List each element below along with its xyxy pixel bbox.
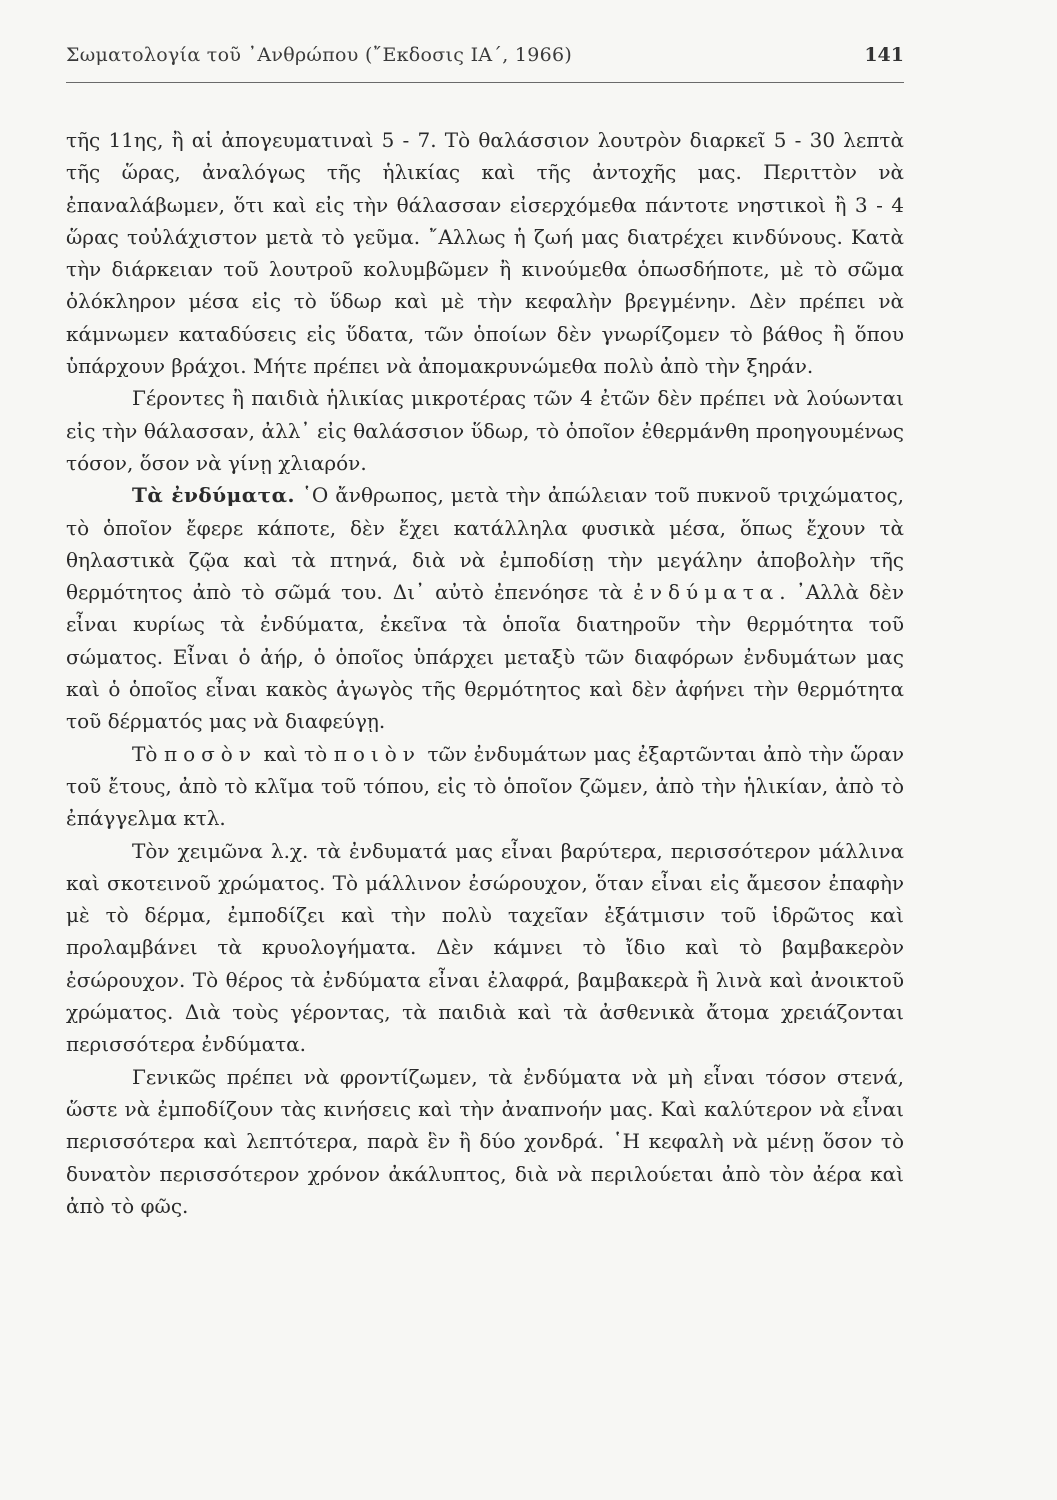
paragraph-4-text-b: καὶ τὸ [257, 741, 334, 766]
body-text [66, 124, 904, 1222]
running-head: Σωματολογία τοῦ ᾿Ανθρώπου (῎Εκδοσις ΙΑ΄, 1966) [66, 44, 573, 66]
paragraph-3 [66, 479, 904, 737]
page-number: 141 [864, 44, 904, 66]
paragraph-6: Γενικῶς πρέπει νὰ φροντίζωμεν, τὰ ἐνδύματα νὰ μὴ εἶναι τόσον στενά, ὥστε νὰ ἐμποδίζουν τὰς κινήσεις καὶ τὴν ἀναπνοήν μας. Καὶ καλύτερον νὰ εἶναι περισσότερα καὶ λεπτότερα, παρὰ ἓν ἢ δύο χονδρά. ῾Η κεφαλὴ νὰ μένῃ ὅσον τὸ δυνατὸν περισσότερον χρόνον ἀκάλυπτος, διὰ νὰ περιλούεται ἀπὸ τὸν ἀέρα καὶ ἀπὸ τὸ φῶς. [66, 1064, 904, 1218]
paragraph-3-text-b: . ᾿Αλλὰ δὲν εἶναι κυρίως τὰ ἐνδύματα, ἐκεῖνα τὰ ὁποῖα διατηροῦν τὴν θερμότητα τοῦ σώματος. Εἶναι ὁ ἀήρ, ὁ ὁποῖος ὑπάρχει μεταξὺ τῶν διαφόρων ἐνδυμάτων μας καὶ ὁ ὁποῖος εἶναι κακὸς ἀγωγὸς τῆς θερμότητος καὶ δὲν ἀφήνει τὴν θερμότητα τοῦ δέρματός μας νὰ διαφεύγῃ. [66, 580, 904, 734]
paragraph-4-text-c: τῶν ἐνδυμάτων μας ἐξαρτῶνται ἀπὸ τὴν ὥραν τοῦ ἔτους, ἀπὸ τὸ κλῖμα τοῦ τόπου, εἰς τὸ ὁποῖον ζῶμεν, ἀπὸ τὴν ἡλικίαν, ἀπὸ τὸ ἐπάγγελμα κτλ. [66, 741, 904, 831]
paragraph-2: Γέροντες ἢ παιδιὰ ἡλικίας μικροτέρας τῶν 4 ἐτῶν δὲν πρέπει νὰ λούωνται εἰς τὴν θάλασσαν, ἀλλ᾿ εἰς θαλάσσιον ὕδωρ, τὸ ὁποῖον ἐθερμάνθη προηγουμένως τόσον, ὅσον νὰ γίνῃ χλιαρόν. [66, 386, 904, 475]
section-title-clothing: Τὰ ἐνδύματα. [132, 483, 295, 508]
paragraph-5: Τὸν χειμῶνα λ.χ. τὰ ἐνδυματά μας εἶναι βαρύτερα, περισσότερον μάλλινα καὶ σκοτεινοῦ χρώματος. Τὸ μάλλινον ἐσώρουχον, ὅταν εἶναι εἰς ἄμεσον ἐπαφὴν μὲ τὸ δέρμα, ἐμποδίζει καὶ τὴν πολὺ ταχεῖαν ἐξάτμισιν τοῦ ἱδρῶτος καὶ προλαμβάνει τὰ κρυολογήματα. Δὲν κάμνει τὸ ἴδιο καὶ τὸ βαμβακερὸν ἐσώρουχον. Τὸ θέρος τὰ ἐνδύματα εἶναι ἐλαφρά, βαμβακερὰ ἢ λινὰ καὶ ἀνοικτοῦ χρώματος. Διὰ τοὺς γέροντας, τὰ παιδιὰ καὶ τὰ ἀσθενικὰ ἄτομα χρειάζονται περισσότερα ἐνδύματα. [66, 838, 904, 1057]
paragraph-1: τῆς 11ης, ἢ αἱ ἀπογευματιναὶ 5 - 7. Τὸ θαλάσσιον λουτρὸν διαρκεῖ 5 - 30 λεπτὰ τῆς ὥρας, ἀναλόγως τῆς ἡλικίας καὶ τῆς ἀντοχῆς μας. Περιττὸν νὰ ἐπαναλάβωμεν, ὅτι καὶ εἰς τὴν θάλασσαν εἰσερχόμεθα πάντοτε νηστικοὶ ἢ 3 - 4 ὥρας τοὐλάχιστον μετὰ τὸ γεῦμα. ῎Αλλως ἡ ζωή μας διατρέχει κινδύνους. Κατὰ τὴν διάρκειαν τοῦ λουτροῦ κολυμβῶμεν ἢ κινούμεθα ὁπωσδήποτε, μὲ τὸ σῶμα ὁλόκληρον μέσα εἰς τὸ ὕδωρ καὶ μὲ τὴν κεφαλὴν βρεγμένην. Δὲν πρέπει νὰ κάμνωμεν καταδύσεις εἰς ὕδατα, τῶν ὁποίων δὲν γνωρίζομεν τὸ βάθος ἢ ὅπου ὑπάρχουν βράχοι. Μήτε πρέπει νὰ ἀπομακρυνώμεθα πολὺ ἀπὸ τὴν ξηράν. [66, 128, 904, 379]
paragraph-3-text-a: ῾Ο ἄνθρωπος, μετὰ τὴν ἀπώλειαν τοῦ πυκνοῦ τριχώματος, τὸ ὁποῖον ἔφερε κάποτε, δὲν ἔχει κατάλληλα φυσικὰ μέσα, ὅπως ἔχουν τὰ θηλαστικὰ ζῷα καὶ τὰ πτηνά, διὰ νὰ ἐμποδίσῃ τὴν μεγάλην ἀποβολὴν τῆς θερμότητος ἀπὸ τὸ σῶμά του. Δι᾿ αὐτὸ ἐπενόησε τὰ [66, 483, 905, 605]
page-header [66, 42, 904, 83]
paragraph-4 [66, 738, 904, 835]
spaced-word-endymata: ἐνδύματα [633, 580, 780, 605]
spaced-word-poson: ποσὸν [163, 741, 258, 766]
spaced-word-poion: ποιὸν [333, 741, 421, 766]
paragraph-4-text-a: Τὸ [132, 741, 164, 766]
